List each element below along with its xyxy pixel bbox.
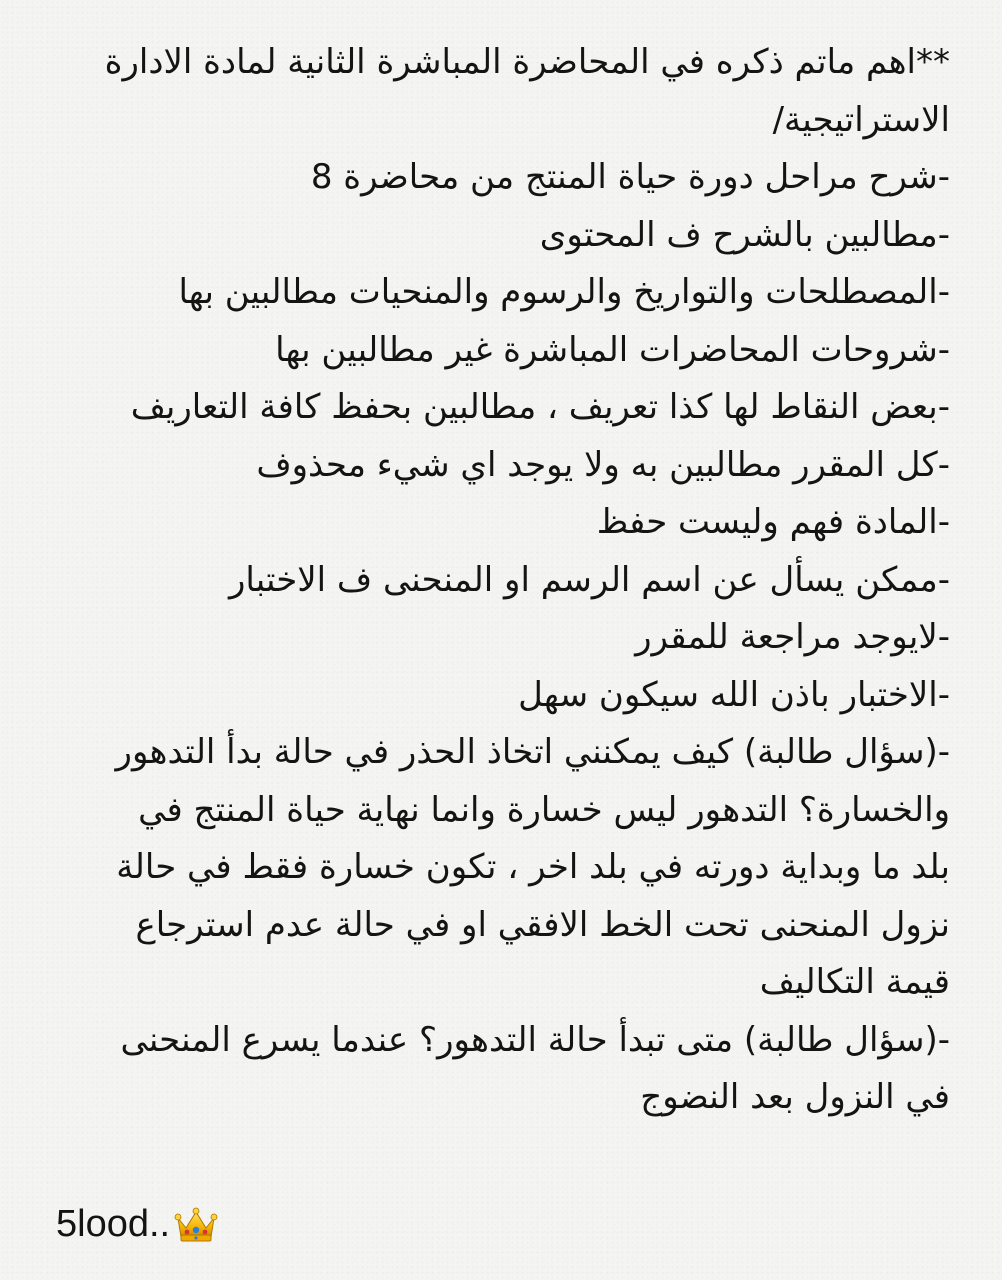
- note-bullet: -شرح مراحل دورة حياة المنتج من محاضرة 8: [310, 157, 950, 197]
- note-question-line: بلد ما وبداية دورته في بلد اخر ، تكون خسارة فقط في حالة: [116, 847, 950, 887]
- note-bullet: -مطالبين بالشرح ف المحتوى: [539, 214, 950, 255]
- note-question-line: في النزول بعد النضوج: [640, 1077, 950, 1117]
- note-bullet: -ممكن يسأل عن اسم الرسم او المنحنى ف الاختبار: [228, 559, 950, 600]
- note-question-line: قيمة التكاليف: [759, 962, 950, 1002]
- crown-icon: [174, 1204, 218, 1244]
- note-question-line: نزول المنحنى تحت الخط الافقي او في حالة عدم استرجاع: [135, 904, 950, 945]
- note-question-line: -(سؤال طالبة) كيف يمكنني اتخاذ الحذر في حالة بدأ التدهور: [115, 732, 950, 772]
- note-bullet: -شروحات المحاضرات المباشرة غير مطالبين بها: [275, 329, 950, 370]
- note-question-line: والخسارة؟ التدهور ليس خسارة وانما نهاية حياة المنتج في: [138, 789, 950, 830]
- note-bullet: -المصطلحات والتواريخ والرسوم والمنحيات مطالبين بها: [178, 272, 950, 312]
- note-title-line: **اهم ماتم ذكره في المحاضرة المباشرة الثانية لمادة الادارة: [104, 42, 950, 82]
- signature-text: 5lood..: [56, 1203, 171, 1245]
- note-bullet: -لايوجد مراجعة للمقرر: [635, 617, 950, 657]
- signature: [56, 1200, 218, 1248]
- note-bullet: -كل المقرر مطالبين به ولا يوجد اي شيء محذوف: [256, 444, 950, 485]
- note-bullet: -بعض النقاط لها كذا تعريف ، مطالبين بحفظ كافة التعاريف: [130, 387, 950, 427]
- note-bullet: -المادة فهم وليست حفظ: [596, 502, 950, 542]
- note-bullet: -الاختبار باذن الله سيكون سهل: [518, 674, 950, 715]
- note-title-line: الاستراتيجية/: [772, 99, 950, 140]
- note-question-line: -(سؤال طالبة) متى تبدأ حالة التدهور؟ عندما يسرع المنحنى: [120, 1019, 950, 1060]
- note-body: [48, 34, 950, 1127]
